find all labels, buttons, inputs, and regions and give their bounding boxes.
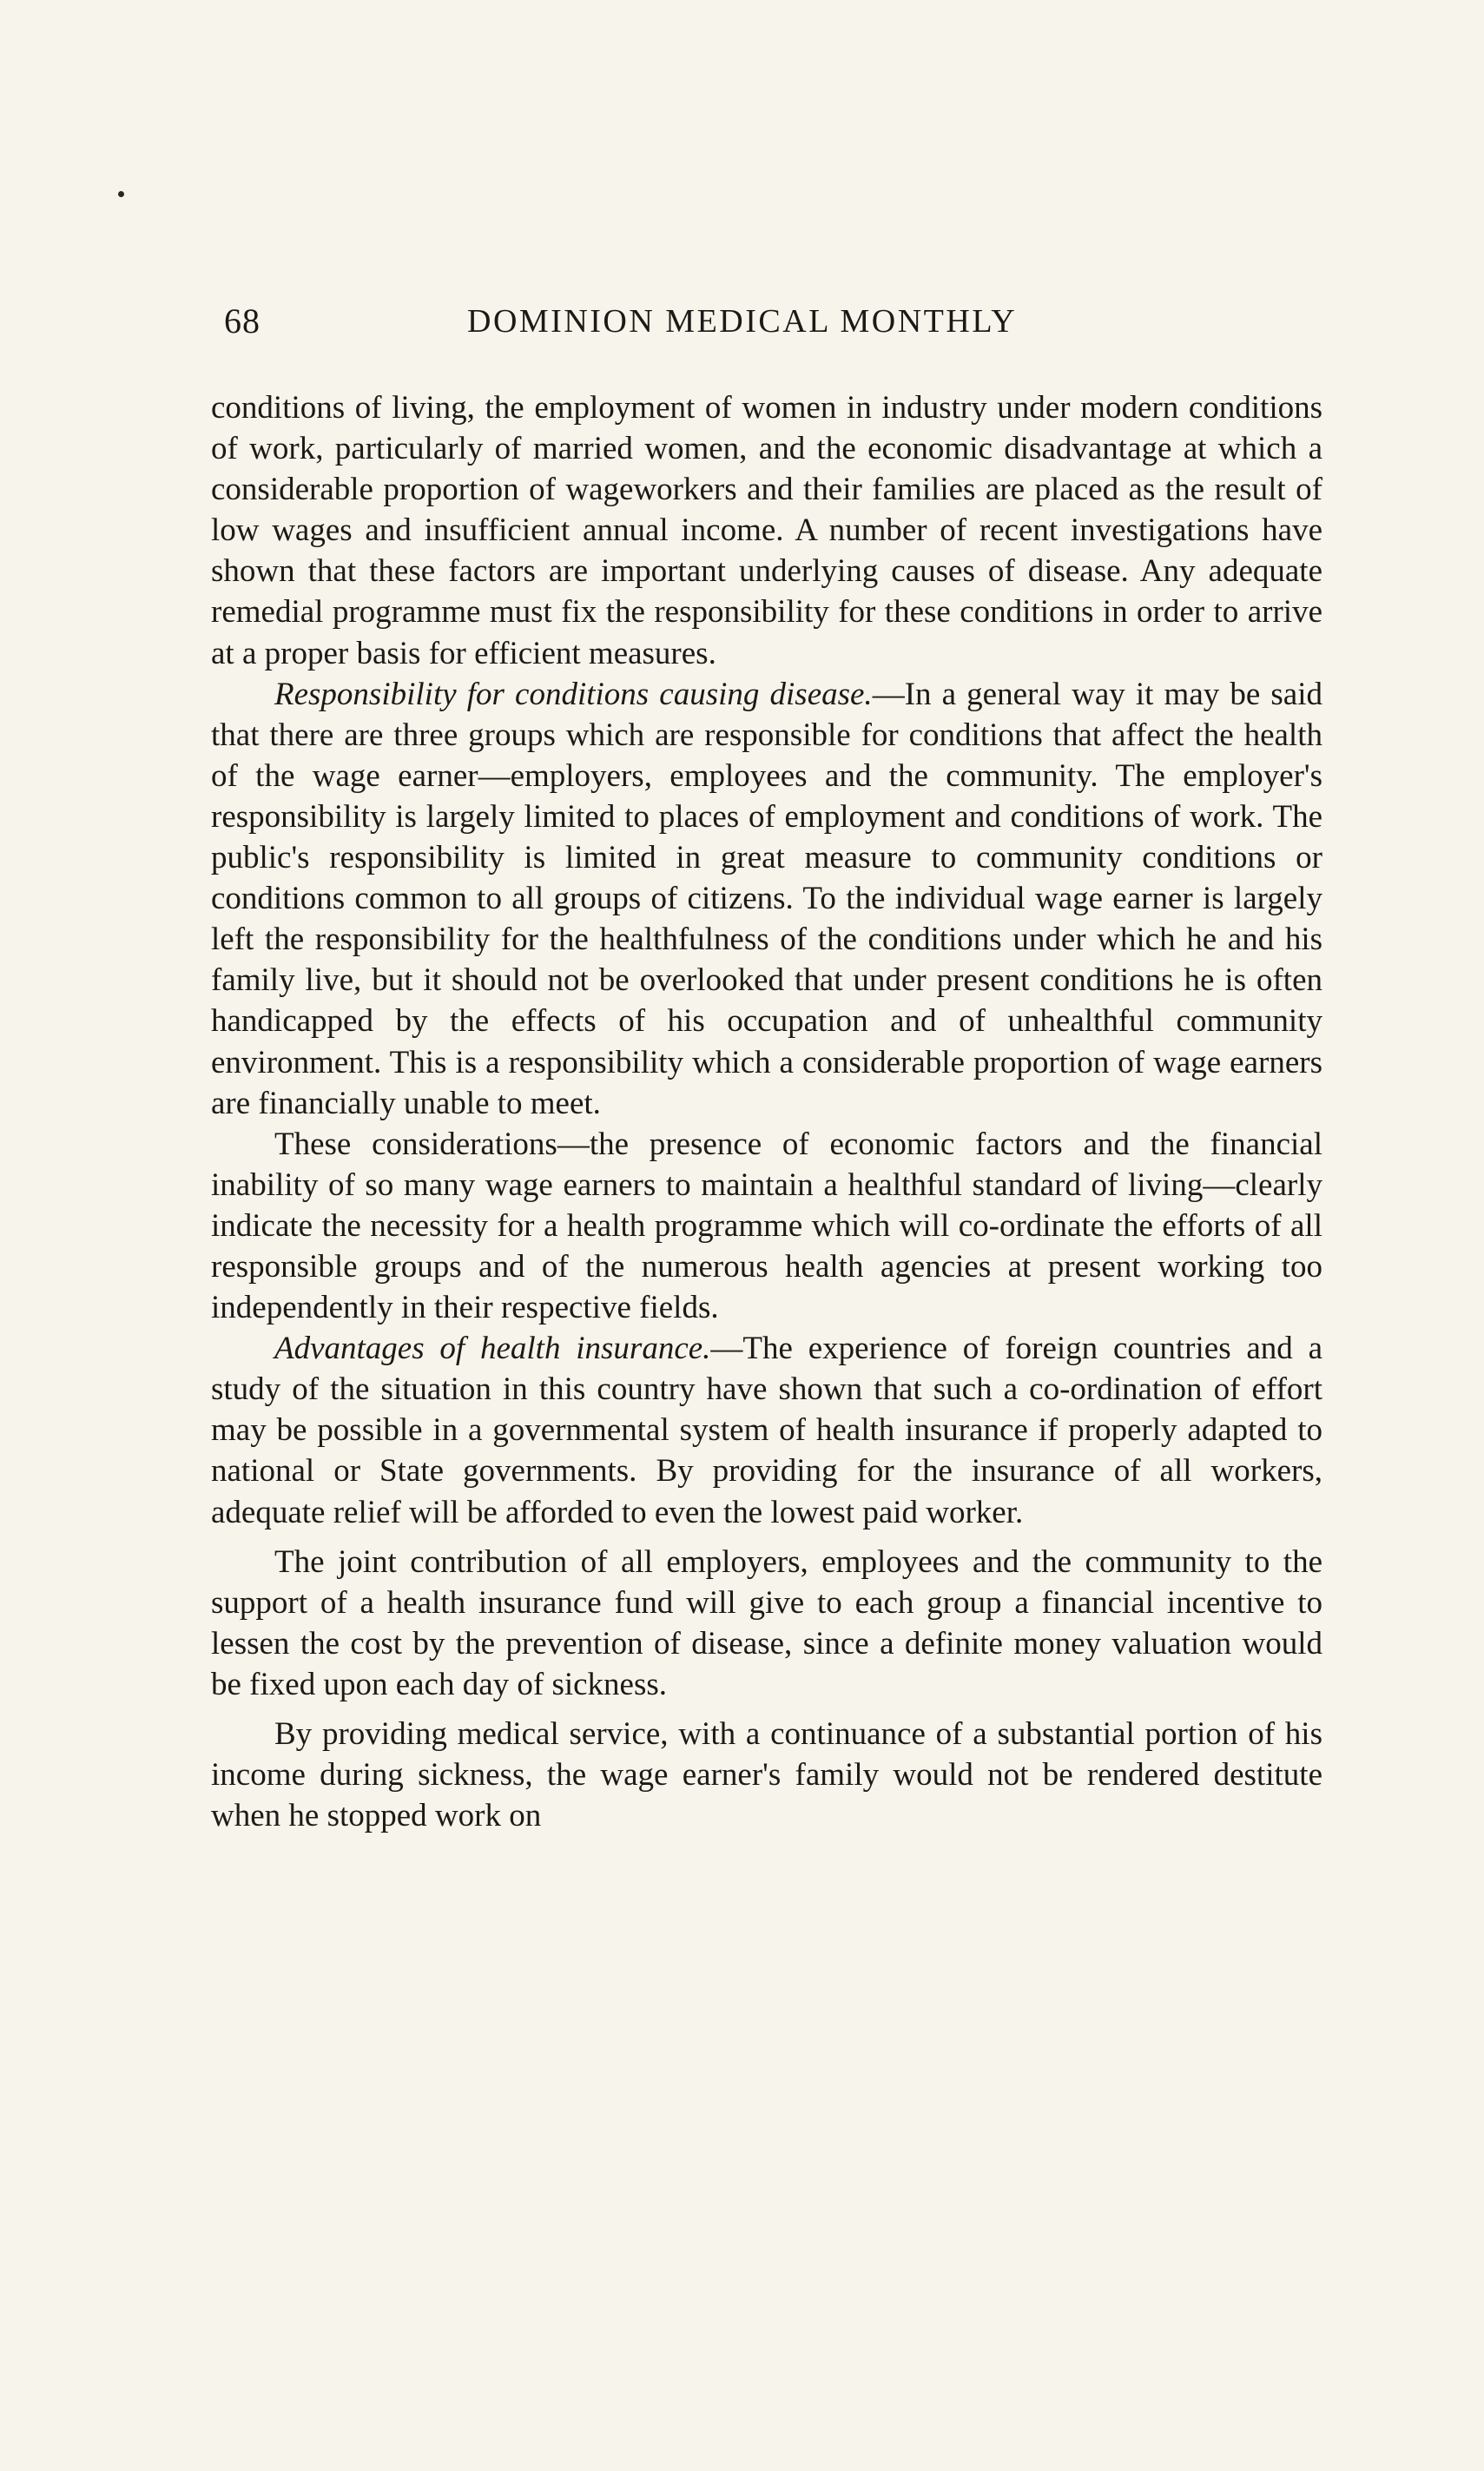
page-number: 68 xyxy=(224,301,261,340)
paragraph-text: conditions of living, the employment of women in industry under modern conditions of work, particularly of married women, and the economic disadvantage at which a considerable proportion of wageworkers and their families are placed as the result of low wages and insufficient annual income. A number of recent investigations have shown that these factors are important underlying causes of disease. Any adequate remedial programme must fix the responsibility for these conditions in order to arrive at a proper basis for efficient measures. xyxy=(211,390,1322,671)
page-header xyxy=(224,295,1331,347)
paragraph-text: By providing medical service, with a continuance of a substantial portion of his income during sickness, the wage earner's family would not be rendered destitute when he stopped work on xyxy=(211,1716,1322,1834)
paragraph-text: These considerations—the presence of economic factors and the financial inability of so many wage earners to maintain a healthful standard of living—clearly indicate the necessity for a health programme which will co-ordinate the efforts of all responsible groups and of the numerous health agencies at present working too independently in their respective fields. xyxy=(211,1126,1322,1326)
paragraph-continuation xyxy=(211,387,1322,674)
page-speck xyxy=(118,191,124,197)
section-heading-responsibility: Responsibility for conditions causing disease. xyxy=(274,676,873,712)
paragraph-advantages xyxy=(211,1328,1322,1532)
paragraph-joint-contribution xyxy=(211,1542,1322,1705)
paragraph-considerations xyxy=(211,1124,1322,1328)
paragraph-text: The joint contribution of all employers, employees and the community to the support of a health insurance fund will give to each group a financial incentive to lessen the cost by the prevention of disease, since a definite money valuation would be fixed upon each day of sickness. xyxy=(211,1543,1322,1702)
paragraph-text: —The experience of foreign countries and a study of the situation in this country have shown that such a co-ordination of effort may be possible in a governmental system of health insurance if properly adapted to national or State governments. By providing for the insurance of all workers, adequate relief will be afforded to even the lowest paid worker. xyxy=(211,1331,1323,1530)
body-text xyxy=(211,387,1322,1836)
section-heading-advantages: Advantages of health insurance. xyxy=(274,1331,711,1367)
paragraph-medical-service xyxy=(211,1714,1322,1836)
paragraph-responsibility xyxy=(211,674,1322,1124)
running-title: DOMINION MEDICAL MONTHLY xyxy=(467,303,1018,340)
paragraph-text: —In a general way it may be said that there are three groups which are responsible for conditions that affect the health of the wage earner—employers, employees and the community. The employer's responsibility is largely limited to places of employment and conditions of work. The public's responsibility is limited in great measure to community conditions or conditions common to all groups of citizens. To the individual wage earner is largely left the responsibility for the healthfulness of the conditions under which he and his family live, but it should not be overlooked that under present conditions he is often handicapped by the effects of his occupation and of unhealthful community environment. This is a responsibility which a considerable proportion of wage earners are financially unable to meet. xyxy=(211,676,1322,1121)
